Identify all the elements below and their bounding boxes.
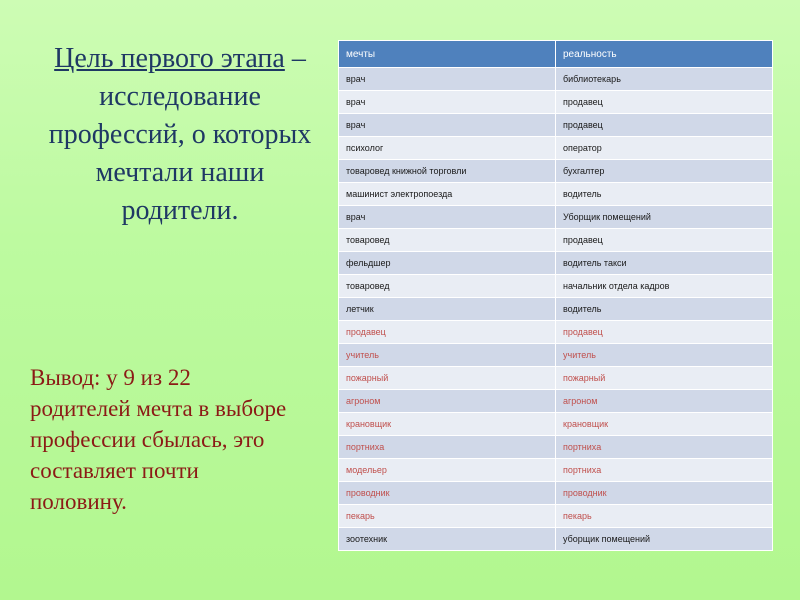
dream-cell: врач <box>339 114 556 137</box>
dream-cell: крановщик <box>339 413 556 436</box>
reality-cell: библиотекарь <box>556 68 773 91</box>
table-row <box>339 206 773 229</box>
table-row <box>339 505 773 528</box>
dream-cell: учитель <box>339 344 556 367</box>
table-row <box>339 183 773 206</box>
table-row <box>339 367 773 390</box>
dream-cell: портниха <box>339 436 556 459</box>
table-body <box>339 68 773 551</box>
table-row <box>339 344 773 367</box>
reality-cell: уборщик помещений <box>556 528 773 551</box>
table-row <box>339 114 773 137</box>
reality-cell: пекарь <box>556 505 773 528</box>
reality-cell: агроном <box>556 390 773 413</box>
table-row <box>339 137 773 160</box>
dream-cell: летчик <box>339 298 556 321</box>
dream-cell: модельер <box>339 459 556 482</box>
reality-cell: учитель <box>556 344 773 367</box>
table-row <box>339 91 773 114</box>
reality-cell: водитель <box>556 298 773 321</box>
reality-cell: оператор <box>556 137 773 160</box>
reality-cell: водитель такси <box>556 252 773 275</box>
slide-title <box>40 40 320 230</box>
conclusion-text: Вывод: у 9 из 22 родителей мечта в выборе профессии сбылась, это составляет почти половину. <box>30 365 287 514</box>
reality-cell: крановщик <box>556 413 773 436</box>
dream-cell: агроном <box>339 390 556 413</box>
reality-cell: начальник отдела кадров <box>556 275 773 298</box>
dream-cell: врач <box>339 91 556 114</box>
dream-cell: товаровед книжной торговли <box>339 160 556 183</box>
dream-cell: врач <box>339 206 556 229</box>
column-header-reality: реальность <box>556 41 773 68</box>
professions-table <box>338 40 773 551</box>
table-header-row <box>339 41 773 68</box>
table-row <box>339 528 773 551</box>
reality-cell: продавец <box>556 321 773 344</box>
reality-cell: продавец <box>556 229 773 252</box>
reality-cell: портниха <box>556 436 773 459</box>
dream-cell: машинист электропоезда <box>339 183 556 206</box>
table-row <box>339 482 773 505</box>
reality-cell: портниха <box>556 459 773 482</box>
reality-cell: продавец <box>556 114 773 137</box>
table-row <box>339 252 773 275</box>
dream-cell: товаровед <box>339 229 556 252</box>
reality-cell: пожарный <box>556 367 773 390</box>
table-row <box>339 321 773 344</box>
table-row <box>339 68 773 91</box>
table-row <box>339 413 773 436</box>
table-row <box>339 298 773 321</box>
reality-cell: бухгалтер <box>556 160 773 183</box>
table-row <box>339 436 773 459</box>
dream-cell: проводник <box>339 482 556 505</box>
table-row <box>339 160 773 183</box>
dream-cell: зоотехник <box>339 528 556 551</box>
table-row <box>339 459 773 482</box>
reality-cell: продавец <box>556 91 773 114</box>
reality-cell: проводник <box>556 482 773 505</box>
table-row <box>339 229 773 252</box>
dream-cell: психолог <box>339 137 556 160</box>
dream-cell: пекарь <box>339 505 556 528</box>
slide-title-rest: – исследование профессий, о которых мечтали наши родители. <box>48 43 312 226</box>
reality-cell: водитель <box>556 183 773 206</box>
dream-cell: товаровед <box>339 275 556 298</box>
reality-cell: Уборщик помещений <box>556 206 773 229</box>
dream-cell: фельдшер <box>339 252 556 275</box>
table-row <box>339 275 773 298</box>
dream-cell: пожарный <box>339 367 556 390</box>
professions-table-container <box>338 40 772 551</box>
column-header-dreams: мечты <box>339 41 556 68</box>
dream-cell: продавец <box>339 321 556 344</box>
dream-cell: врач <box>339 68 556 91</box>
slide-title-underlined: Цель первого этапа <box>54 43 285 74</box>
table-row <box>339 390 773 413</box>
